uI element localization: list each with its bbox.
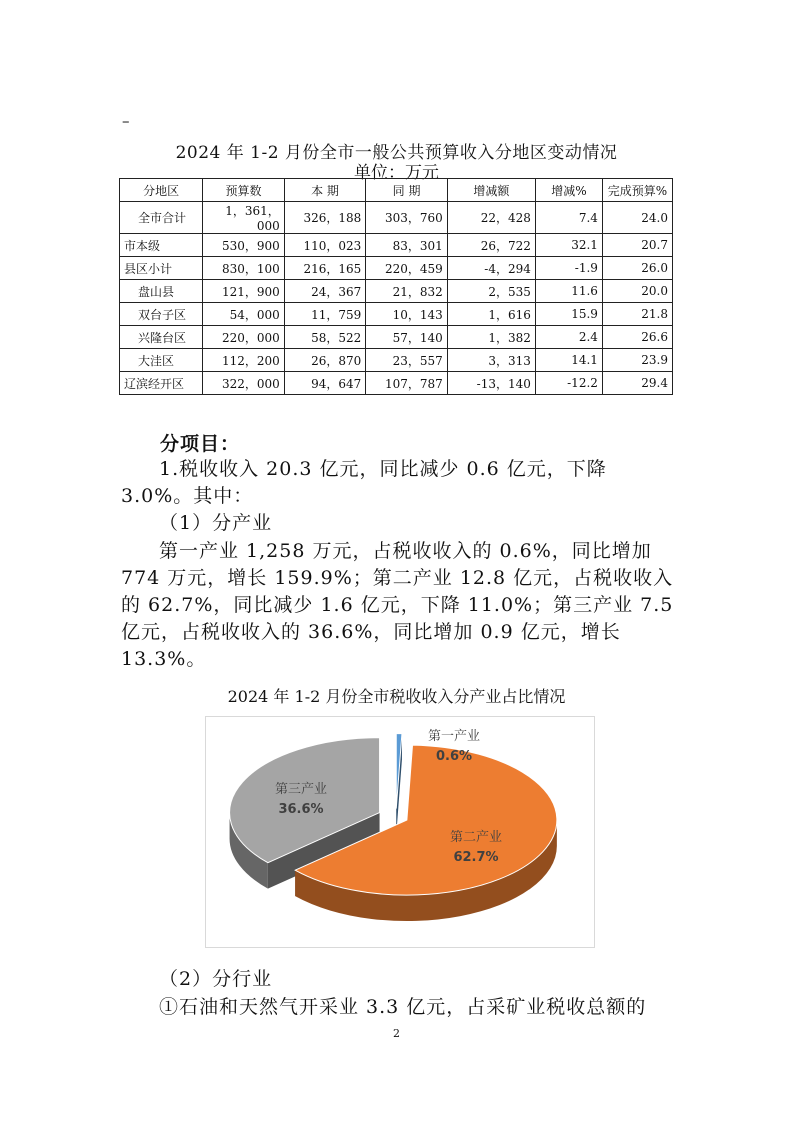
pie-value-label-2: 62.7% xyxy=(453,850,499,865)
table-cell: 121，900 xyxy=(203,280,285,303)
table-cell: 11.6 xyxy=(535,280,602,303)
table-cell: 1，382 xyxy=(447,326,535,349)
table-cell: -4，294 xyxy=(447,257,535,280)
header-cell: 增减% xyxy=(535,179,602,202)
region-cell: 双台子区 xyxy=(120,303,203,326)
header-cell: 同 期 xyxy=(366,179,448,202)
pie-label-1: 第一产业 xyxy=(427,729,481,744)
region-cell: 大洼区 xyxy=(120,349,203,372)
table-cell: 26.0 xyxy=(602,257,672,280)
table-row xyxy=(120,303,673,326)
table-row xyxy=(120,280,673,303)
budget-table xyxy=(119,178,673,395)
table-cell: 1，616 xyxy=(447,303,535,326)
region-cell: 县区小计 xyxy=(120,257,203,280)
table-cell: 1，361，000 xyxy=(203,202,285,234)
table-cell: 322，000 xyxy=(203,372,285,395)
region-cell: 辽滨经开区 xyxy=(120,372,203,395)
table-cell: 830，100 xyxy=(203,257,285,280)
table-cell: 530，900 xyxy=(203,234,285,257)
table-cell: 112，200 xyxy=(203,349,285,372)
table-row xyxy=(120,257,673,280)
table-cell: 29.4 xyxy=(602,372,672,395)
table-header-row xyxy=(120,179,673,202)
table-cell: 7.4 xyxy=(535,202,602,234)
table-cell: 15.9 xyxy=(535,303,602,326)
pie-value-label-1: 0.6% xyxy=(435,749,473,764)
table-row xyxy=(120,326,673,349)
subheading-by-industry-sector: （1）分产业 xyxy=(159,512,273,534)
table-row xyxy=(120,372,673,395)
table-cell: 83，301 xyxy=(366,234,448,257)
table-row xyxy=(120,202,673,234)
section-heading: 分项目： xyxy=(160,433,241,455)
table-cell: 107，787 xyxy=(366,372,448,395)
table-cell: 220，000 xyxy=(203,326,285,349)
table-cell: 94，647 xyxy=(284,372,366,395)
header-cell: 完成预算% xyxy=(602,179,672,202)
table-cell: 3，313 xyxy=(447,349,535,372)
table-cell: 24.0 xyxy=(602,202,672,234)
subheading-by-industry: （2）分行业 xyxy=(159,968,273,990)
paragraph-tax-revenue: 1.税收收入 20.3 亿元，同比减少 0.6 亿元，下降 3.0%。其中： xyxy=(121,458,607,507)
table-cell: 110，023 xyxy=(284,234,366,257)
table-cell: 2.4 xyxy=(535,326,602,349)
table-cell: 58，522 xyxy=(284,326,366,349)
page-number: 2 xyxy=(393,1027,400,1040)
table-cell: 10，143 xyxy=(366,303,448,326)
pie-slice-1 xyxy=(396,734,402,809)
table-cell: 32.1 xyxy=(535,234,602,257)
table-cell: 21.8 xyxy=(602,303,672,326)
header-cell: 本 期 xyxy=(284,179,366,202)
table-cell: 21，832 xyxy=(366,280,448,303)
table-cell: 20.0 xyxy=(602,280,672,303)
pie-value-label-3: 36.6% xyxy=(278,802,324,817)
table-cell: 303，760 xyxy=(366,202,448,234)
region-cell: 市本级 xyxy=(120,234,203,257)
pie-label-3: 第三产业 xyxy=(274,782,328,797)
table-cell: 20.7 xyxy=(602,234,672,257)
table-cell: 11，759 xyxy=(284,303,366,326)
table-title: 2024 年 1-2 月份全市一般公共预算收入分地区变动情况 xyxy=(175,143,618,163)
pie-label-2: 第二产业 xyxy=(449,830,503,845)
table-cell: 23，557 xyxy=(366,349,448,372)
table-cell: -12.2 xyxy=(535,372,602,395)
table-cell: -13，140 xyxy=(447,372,535,395)
region-cell: 盘山县 xyxy=(120,280,203,303)
stray-dash: – xyxy=(122,112,130,130)
table-cell: 26.6 xyxy=(602,326,672,349)
table-cell: 54，000 xyxy=(203,303,285,326)
table-cell: 26，722 xyxy=(447,234,535,257)
header-cell: 增减额 xyxy=(447,179,535,202)
paragraph-by-sector: 第一产业 1,258 万元，占税收收入的 0.6%，同比增加 774 万元，增长 159.9%；第二产业 12.8 亿元，占税收收入的 62.7%，同比减少 1.6 亿元，下降 11.0%；第三产业 7.5 亿元，占税收收入的 36.6%，同比增加 0.9 亿元，增长 13.3%。 xyxy=(121,540,674,670)
table-unit: 单位：万元 xyxy=(354,163,439,183)
pie-chart-svg xyxy=(206,717,594,947)
chart-title: 2024 年 1-2 月份全市税收收入分产业占比情况 xyxy=(227,687,566,706)
header-cell: 分地区 xyxy=(120,179,203,202)
table-row xyxy=(120,349,673,372)
pie-chart xyxy=(205,716,595,948)
table-cell: 26，870 xyxy=(284,349,366,372)
table-row xyxy=(120,234,673,257)
table-cell: 24，367 xyxy=(284,280,366,303)
table-cell: 216，165 xyxy=(284,257,366,280)
table-cell: 57，140 xyxy=(366,326,448,349)
paragraph-by-industry: ①石油和天然气开采业 3.3 亿元，占采矿业税收总额的 xyxy=(159,996,647,1018)
header-cell: 预算数 xyxy=(203,179,285,202)
table-cell: 220，459 xyxy=(366,257,448,280)
region-cell: 兴隆台区 xyxy=(120,326,203,349)
region-cell: 全市合计 xyxy=(120,202,203,234)
table-cell: 326，188 xyxy=(284,202,366,234)
table-cell: -1.9 xyxy=(535,257,602,280)
table-cell: 14.1 xyxy=(535,349,602,372)
table-cell: 23.9 xyxy=(602,349,672,372)
table-cell: 22，428 xyxy=(447,202,535,234)
table-cell: 2，535 xyxy=(447,280,535,303)
